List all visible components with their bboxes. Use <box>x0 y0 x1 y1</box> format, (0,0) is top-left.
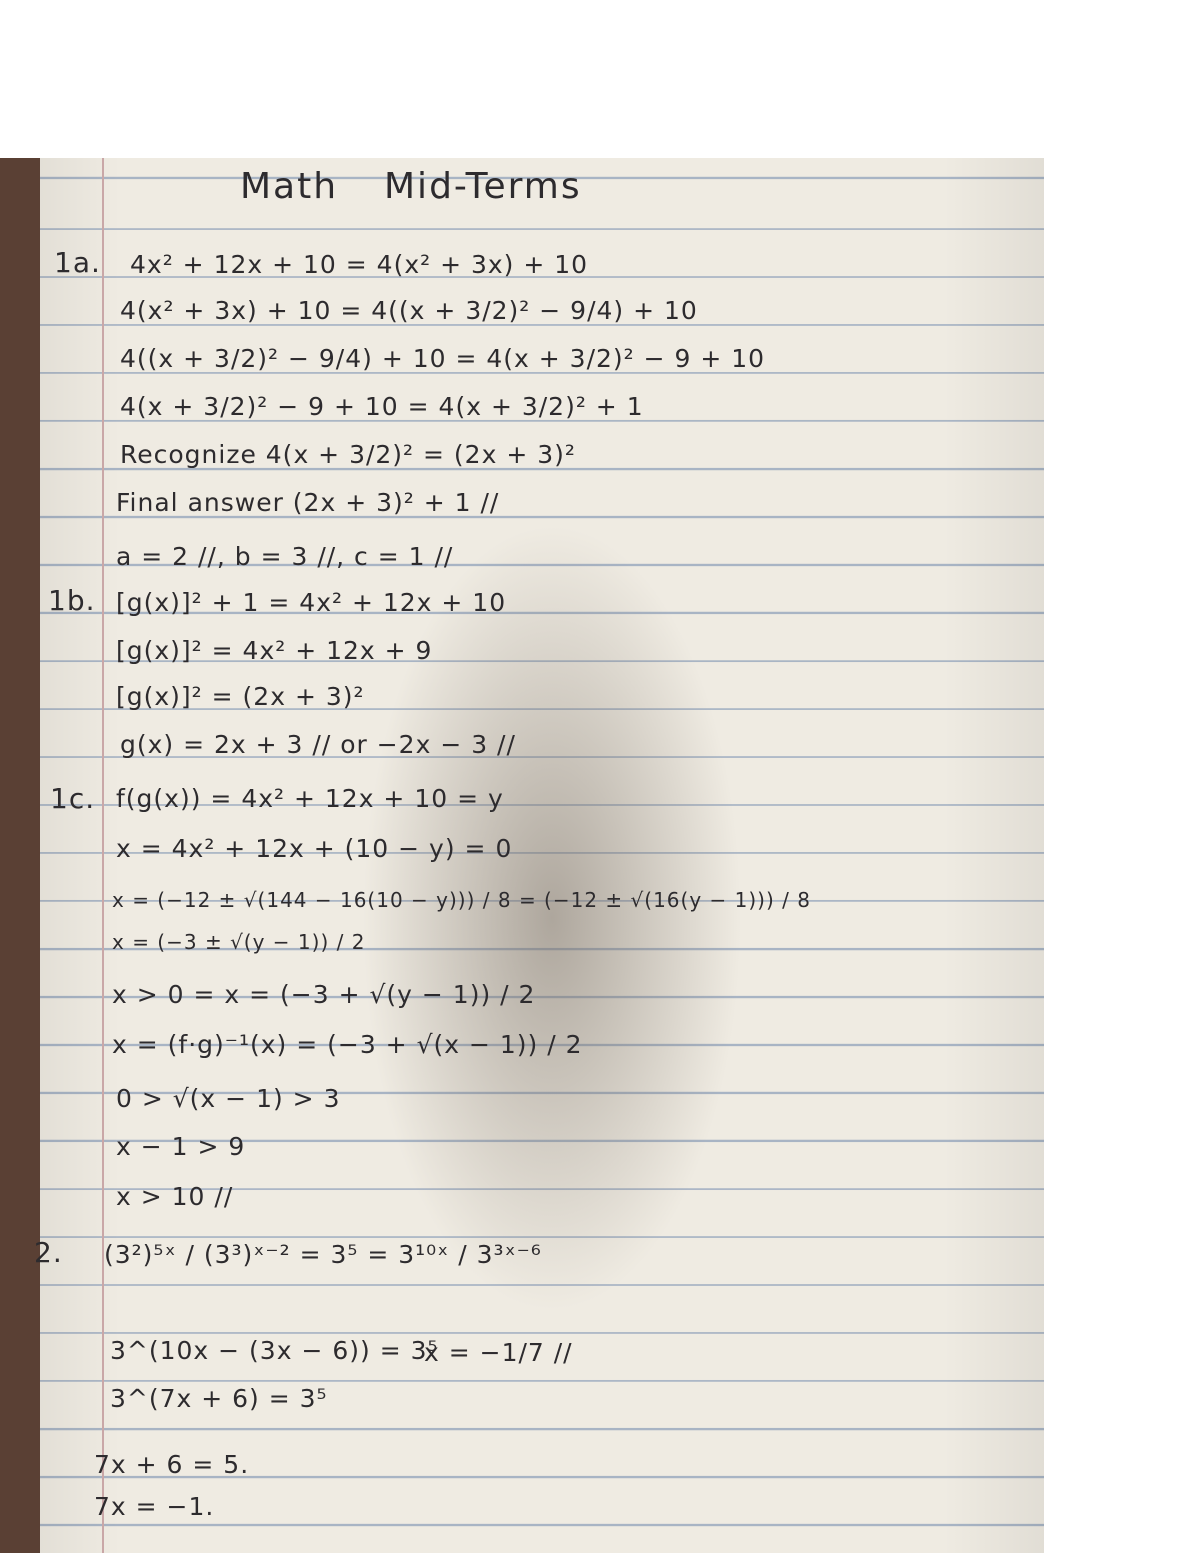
step-1c-8: x − 1 > 9 <box>116 1132 246 1161</box>
problem-label-1b: 1b. <box>48 584 96 617</box>
title-subtitle: Mid-Terms <box>384 166 582 207</box>
problem-label-1c: 1c. <box>50 782 96 815</box>
step-1a-5: Recognize 4(x + 3/2)² = (2x + 3)² <box>120 440 576 469</box>
step-1b-3: [g(x)]² = (2x + 3)² <box>116 682 365 711</box>
step-1c-3: x = (−12 ± √(144 − 16(10 − y))) / 8 = (−12 ± √(16(y − 1))) / 8 <box>112 888 811 912</box>
title-subject: Math <box>240 166 339 207</box>
final-answer-2: x = −1/7 // <box>424 1338 573 1367</box>
step-1a-3: 4((x + 3/2)² − 9/4) + 10 = 4(x + 3/2)² − 9 + 10 <box>120 344 766 373</box>
step-1a-6: Final answer (2x + 3)² + 1 // <box>116 488 500 517</box>
step-1b-2: [g(x)]² = 4x² + 12x + 9 <box>116 636 433 665</box>
problem-label-1a: 1a. <box>54 246 101 279</box>
margin-line <box>102 158 104 1553</box>
step-1c-6: x = (f·g)⁻¹(x) = (−3 + √(x − 1)) / 2 <box>112 1030 583 1059</box>
step-2-2: 3^(10x − (3x − 6)) = 3⁵ <box>110 1336 439 1365</box>
step-1c-9: x > 10 // <box>116 1182 234 1211</box>
step-1a-1: 4x² + 12x + 10 = 4(x² + 3x) + 10 <box>130 250 589 279</box>
step-2-3: 3^(7x + 6) = 3⁵ <box>110 1384 328 1413</box>
problem-label-2: 2. <box>34 1236 63 1269</box>
step-1b-4: g(x) = 2x + 3 // or −2x − 3 // <box>120 730 516 759</box>
notebook-page <box>34 158 1044 1553</box>
step-1b-1: [g(x)]² + 1 = 4x² + 12x + 10 <box>116 588 507 617</box>
step-2-4: 7x + 6 = 5. <box>94 1450 250 1479</box>
step-1c-4: x = (−3 ± √(y − 1)) / 2 <box>112 930 366 954</box>
step-1c-2: x = 4x² + 12x + (10 − y) = 0 <box>116 834 513 863</box>
step-1a-4: 4(x + 3/2)² − 9 + 10 = 4(x + 3/2)² + 1 <box>120 392 644 421</box>
step-2-1: (3²)⁵ˣ / (3³)ˣ⁻² = 3⁵ = 3¹⁰ˣ / 3³ˣ⁻⁶ <box>104 1240 542 1269</box>
step-1c-5: x > 0 = x = (−3 + √(y − 1)) / 2 <box>112 980 536 1009</box>
step-1c-7: 0 > √(x − 1) > 3 <box>116 1084 341 1113</box>
step-1c-1: f(g(x)) = 4x² + 12x + 10 = y <box>116 784 504 813</box>
step-1a-7: a = 2 //, b = 3 //, c = 1 // <box>116 542 454 571</box>
photo-background <box>0 158 1044 1553</box>
step-2-5: 7x = −1. <box>94 1492 215 1521</box>
step-1a-2: 4(x² + 3x) + 10 = 4((x + 3/2)² − 9/4) + 10 <box>120 296 698 325</box>
